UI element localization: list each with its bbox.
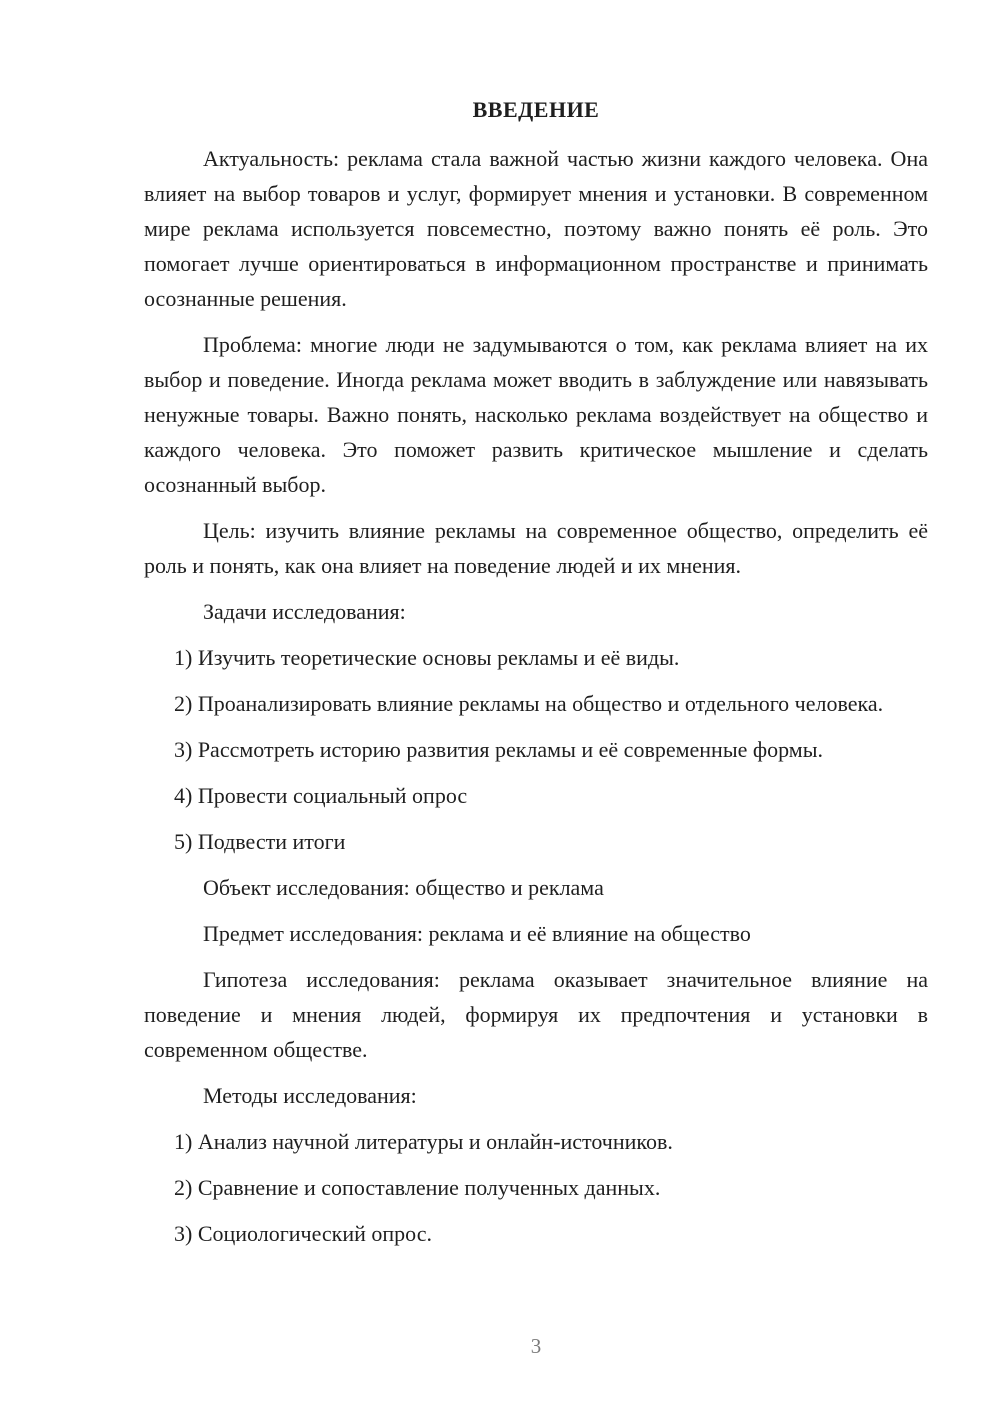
relevance-paragraph: Актуальность: реклама стала важной частью жизни каждого человека. Она влияет на выбор товаров и услуг, формирует мнения и установки. В современном мире реклама используется повсеместно, поэтому важно понять её роль. Это помогает лучше ориентироваться в информационном пространстве и принимать осознанные решения. — [144, 146, 928, 311]
section-title: ВВЕДЕНИЕ — [472, 97, 600, 122]
method-item: 2) Сравнение и сопоставление полученных данных. — [174, 1175, 661, 1200]
goal-paragraph: Цель: изучить влияние рекламы на современное общество, определить её роль и понять, как она влияет на поведение людей и их мнения. — [144, 518, 928, 578]
hypothesis-paragraph: Гипотеза исследования: реклама оказывает значительное влияние на поведение и мнения людей, формируя их предпочтения и установки в современном обществе. — [144, 967, 928, 1062]
tasks-heading: Задачи исследования: — [203, 599, 406, 624]
problem-paragraph: Проблема: многие люди не задумываются о том, как реклама влияет на их выбор и поведение. Иногда реклама может вводить в заблуждение или навязывать ненужные товары. Важно понять, насколько реклама воздействует на общество и каждого человека. Это поможет развить критическое мышление и сделать осознанный выбор. — [144, 332, 928, 497]
object-line: Объект исследования: общество и реклама — [203, 875, 604, 900]
task-item: 5) Подвести итоги — [174, 829, 346, 854]
task-item: 1) Изучить теоретические основы рекламы и её виды. — [174, 645, 680, 670]
methods-heading: Методы исследования: — [203, 1083, 417, 1108]
task-item: 2) Проанализировать влияние рекламы на общество и отдельного человека. — [174, 691, 884, 716]
method-item: 1) Анализ научной литературы и онлайн-источников. — [174, 1129, 673, 1154]
method-item: 3) Социологический опрос. — [174, 1221, 432, 1246]
subject-line: Предмет исследования: реклама и её влияние на общество — [203, 921, 751, 946]
page-number: 3 — [530, 1334, 542, 1358]
document-page — [144, 94, 928, 1262]
task-item: 3) Рассмотреть историю развития рекламы и её современные формы. — [174, 737, 823, 762]
task-item: 4) Провести социальный опрос — [174, 783, 468, 808]
